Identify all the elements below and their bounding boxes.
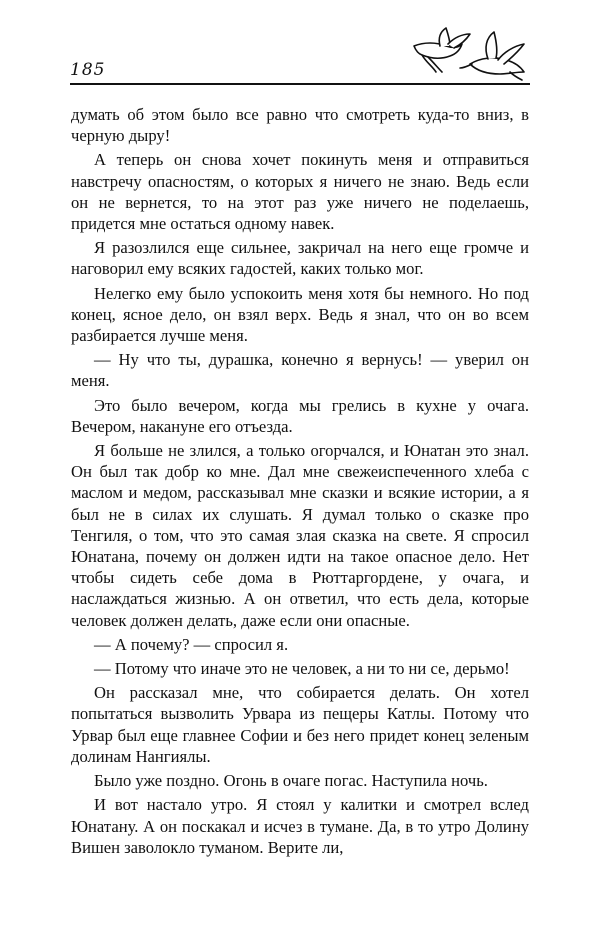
header-rule <box>70 83 530 85</box>
paragraph: Это было вечером, когда мы грелись в кухне у очага. Вечером, накануне его отъезда. <box>71 395 529 436</box>
paragraph: Я больше не злился, а только огорчался, и Юнатан это знал. Он был так добр ко мне. Дал мне свежеиспеченного хлеба с маслом и медом, рассказывал мне сказки и всякие истории, а я был не в силах их слушать. Я думал только о сказке про Тенгиля, о том, что это самая злая сказка на свете. Я спросил Юнатана, почему он должен идти на такое опасное дело. Нет чтобы сидеть себе дома в Рюттаргордене, у очага, и наслаждаться жизнью. А он ответил, что есть дела, которые человек должен делать, даже если они опасные. <box>71 441 529 630</box>
paragraph: думать об этом было все равно что смотреть куда-то вниз, в черную дыру! <box>71 105 529 146</box>
paragraph: — Потому что иначе это не человек, а ни то ни се, дерьмо! <box>94 659 510 679</box>
paragraph: А теперь он снова хочет покинуть меня и отправиться навстречу опасностям, о которых я ничего не знаю. Ведь если он не вернется, то на этот раз уже ничего не поделаешь, придется мне остаться одному навек. <box>71 150 529 234</box>
page-number: 185 <box>70 60 106 80</box>
paragraph: — А почему? — спросил я. <box>94 634 289 654</box>
paragraph: Он рассказал мне, что собирается делать. Он хотел попытаться вызволить Урвара из пещеры Катлы. Потому что Урвар был еще главнее Софии и без него придет конец зеленым долинам Нангиялы. <box>71 683 529 766</box>
flying-birds-icon <box>410 26 530 82</box>
paragraph: Я разозлился еще сильнее, закричал на него еще громче и наговорил ему всяких гадостей, каких только мог. <box>71 238 529 279</box>
body-text <box>71 104 529 861</box>
page-header <box>70 26 530 84</box>
paragraph: — Ну что ты, дурашка, конечно я вернусь! — уверил он меня. <box>71 350 529 391</box>
paragraph: И вот настало утро. Я стоял у калитки и смотрел вслед Юнатану. А он поскакал и исчез в тумане. Да, в то утро Долину Вишен заволокло туманом. Верите ли, <box>71 795 529 857</box>
paragraph: Нелегко ему было успокоить меня хотя бы немного. Но под конец, ясное дело, он взял верх. Ведь я знал, что он во всем разбирается лучше меня. <box>71 283 529 346</box>
paragraph: Было уже поздно. Огонь в очаге погас. Наступила ночь. <box>94 771 488 791</box>
